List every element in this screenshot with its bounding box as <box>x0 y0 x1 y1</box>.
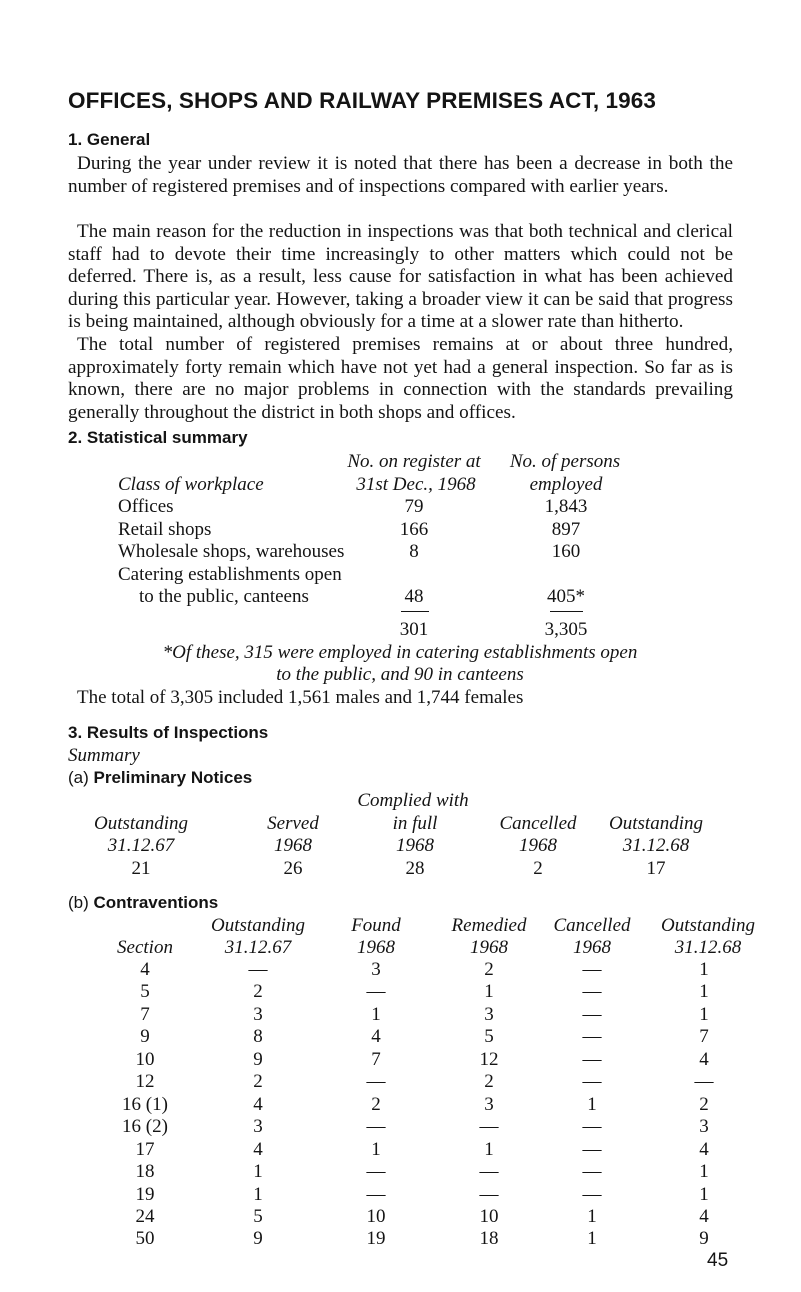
label-prefix: (a) <box>68 768 89 787</box>
page-number: 45 <box>707 1250 729 1271</box>
label-text: Preliminary Notices <box>93 768 253 787</box>
table-cell: 1 <box>699 1184 709 1205</box>
row-label: Wholesale shops, warehouses <box>118 541 345 562</box>
section-cell: 5 <box>140 981 150 1002</box>
col-header-line1: Remedied <box>451 915 527 936</box>
table-cell: — <box>366 1184 386 1205</box>
table-cell: — <box>366 1116 386 1137</box>
table-cell: 1 <box>484 981 494 1002</box>
row-register: 48 <box>404 586 424 607</box>
table-cell: 4 <box>699 1049 709 1070</box>
table-cell: 3 <box>253 1116 263 1137</box>
col-header-line2: 1968 <box>573 937 611 958</box>
section-cell: 4 <box>140 959 150 980</box>
section-cell: 17 <box>135 1139 155 1160</box>
table-cell: — <box>582 1071 602 1092</box>
row-persons: 160 <box>551 541 581 562</box>
col-header-line1: Cancelled <box>553 915 631 936</box>
row-register: 166 <box>399 519 429 540</box>
col-header-line2: 31.12.68 <box>622 835 690 856</box>
table-cell: 1 <box>699 981 709 1002</box>
col-header-line2: 1968 <box>357 937 395 958</box>
table-cell: 2 <box>699 1094 709 1115</box>
table-cell: — <box>248 959 268 980</box>
table-cell: 1 <box>587 1094 597 1115</box>
row-label: to the public, canteens <box>139 586 309 607</box>
table-cell: — <box>582 981 602 1002</box>
table-cell: — <box>582 1049 602 1070</box>
col-header-line1: Outstanding <box>94 813 188 834</box>
table-cell: 2 <box>253 981 263 1002</box>
table-cell: 9 <box>699 1228 709 1249</box>
table-cell: 10 <box>366 1206 386 1227</box>
table-cell: — <box>582 1116 602 1137</box>
col-header-line2: 1968 <box>519 835 557 856</box>
register-header-line1: No. on register at <box>347 451 481 472</box>
col-header-line2: 1968 <box>396 835 434 856</box>
table-cell: 12 <box>479 1049 499 1070</box>
table-cell: 1 <box>371 1004 381 1025</box>
col-header-line1: in full <box>392 813 438 834</box>
row-persons: 405* <box>547 586 585 607</box>
table-cell: 1 <box>587 1228 597 1249</box>
table-cell: 4 <box>253 1094 263 1115</box>
footnote-line1: *Of these, 315 were employed in catering establishments open <box>162 642 638 663</box>
value-cell: 26 <box>283 858 303 879</box>
total-register: 301 <box>399 619 429 640</box>
row-label: Offices <box>118 496 174 517</box>
table-cell: 5 <box>484 1026 494 1047</box>
table-cell: — <box>582 1139 602 1160</box>
table-cell: — <box>479 1161 499 1182</box>
section-cell: 50 <box>135 1228 155 1249</box>
table-cell: 1 <box>699 1004 709 1025</box>
value-cell: 17 <box>646 858 666 879</box>
table-cell: 2 <box>484 959 494 980</box>
col-header-line2: 1968 <box>274 835 312 856</box>
summary-subheading: Summary <box>68 745 140 766</box>
col-header-line1: Cancelled <box>499 813 577 834</box>
section-cell: 7 <box>140 1004 150 1025</box>
table-cell: — <box>366 1071 386 1092</box>
row-register: 8 <box>409 541 419 562</box>
table-cell: 4 <box>371 1026 381 1047</box>
table-cell: 9 <box>253 1228 263 1249</box>
col-header-line1: Outstanding <box>211 915 305 936</box>
row-label: Catering establishments open <box>118 564 342 585</box>
table-cell: — <box>582 1184 602 1205</box>
persons-header-line2: employed <box>529 474 603 495</box>
table-cell: 1 <box>699 1161 709 1182</box>
table-cell: 4 <box>699 1139 709 1160</box>
table-cell: 18 <box>479 1228 499 1249</box>
table-cell: 7 <box>371 1049 381 1070</box>
paragraph-2: The main reason for the reduction in inspections was that both technical and clerical staff had to devote their time increasingly to other matters which could not be deferred. There is, as a result, less cause for satisfaction in what has been achieved during this particular year. However, taking a broader view it can be said that progress is being maintained, although obviously for a time at a slower rate than hitherto. <box>68 221 733 332</box>
table-cell: — <box>366 981 386 1002</box>
value-cell: 21 <box>131 858 151 879</box>
complied-top-header: Complied with <box>357 790 469 811</box>
table-cell: 3 <box>699 1116 709 1137</box>
persons-header-line1: No. of persons <box>509 451 621 472</box>
table-cell: 1 <box>253 1161 263 1182</box>
col-header-line2: 31.12.67 <box>107 835 175 856</box>
table-cell: 4 <box>699 1206 709 1227</box>
table-cell: — <box>582 1161 602 1182</box>
contraventions-heading <box>68 893 218 913</box>
class-header: Class of workplace <box>118 474 264 495</box>
table-cell: — <box>479 1184 499 1205</box>
preliminary-notices-heading <box>68 768 252 788</box>
totals-note: The total of 3,305 included 1,561 males and 1,744 females <box>77 687 524 708</box>
table-cell: 1 <box>371 1139 381 1160</box>
table-cell: 1 <box>587 1206 597 1227</box>
col-header-line2: 31.12.68 <box>674 937 742 958</box>
section-cell: 16 (1) <box>122 1094 168 1115</box>
value-cell: 2 <box>533 858 543 879</box>
label-text: Contraventions <box>93 893 219 912</box>
total-rule-register <box>401 611 429 612</box>
table-cell: 3 <box>371 959 381 980</box>
table-cell: 4 <box>253 1139 263 1160</box>
col-header-line2: Section <box>117 937 173 958</box>
table-cell: — <box>366 1161 386 1182</box>
total-rule-persons <box>550 611 583 612</box>
section-cell: 19 <box>135 1184 155 1205</box>
footnote-line2: to the public, and 90 in canteens <box>276 664 524 685</box>
total-persons: 3,305 <box>544 619 588 640</box>
table-cell: — <box>582 1026 602 1047</box>
table-cell: 3 <box>253 1004 263 1025</box>
row-persons: 1,843 <box>544 496 588 517</box>
table-cell: — <box>582 1004 602 1025</box>
section-3-heading: 3. Results of Inspections <box>68 723 269 742</box>
table-cell: 2 <box>484 1071 494 1092</box>
row-persons: 897 <box>551 519 581 540</box>
register-header-line2: 31st Dec., 1968 <box>356 474 476 495</box>
section-1-heading: 1. General <box>68 130 151 149</box>
table-cell: 19 <box>366 1228 386 1249</box>
col-header-line2: 1968 <box>470 937 508 958</box>
table-cell: 9 <box>253 1049 263 1070</box>
col-header-line1: Served <box>267 813 319 834</box>
page-title: OFFICES, SHOPS AND RAILWAY PREMISES ACT, 1963 <box>68 88 656 113</box>
row-label: Retail shops <box>118 519 212 540</box>
table-cell: 3 <box>484 1094 494 1115</box>
table-cell: 5 <box>253 1206 263 1227</box>
table-cell: 2 <box>253 1071 263 1092</box>
row-register: 79 <box>404 496 424 517</box>
table-cell: 1 <box>253 1184 263 1205</box>
table-cell: 7 <box>699 1026 709 1047</box>
col-header-line1: Found <box>351 915 401 936</box>
table-cell: 3 <box>484 1004 494 1025</box>
table-cell: 1 <box>699 959 709 980</box>
section-cell: 16 (2) <box>122 1116 168 1137</box>
section-cell: 12 <box>135 1071 155 1092</box>
col-header-line1: Outstanding <box>661 915 755 936</box>
col-header-line2: 31.12.67 <box>224 937 292 958</box>
col-header-line1: Outstanding <box>609 813 703 834</box>
table-cell: 2 <box>371 1094 381 1115</box>
section-cell: 9 <box>140 1026 150 1047</box>
table-cell: — <box>479 1116 499 1137</box>
section-cell: 18 <box>135 1161 155 1182</box>
table-cell: — <box>582 959 602 980</box>
section-cell: 24 <box>135 1206 155 1227</box>
paragraph-3: The total number of registered premises remains at or about three hundred, approximately forty remain which have not yet had a general inspection. So far as is known, there are no major problems in connection with the standards prevailing generally throughout the district in both shops and offices. <box>68 334 733 423</box>
paragraph-1: During the year under review it is noted that there has been a decrease in both the number of registered premises and of inspections compared with earlier years. <box>68 153 733 197</box>
label-prefix: (b) <box>68 893 89 912</box>
section-2-heading: 2. Statistical summary <box>68 428 248 447</box>
table-cell: 1 <box>484 1139 494 1160</box>
section-cell: 10 <box>135 1049 155 1070</box>
table-cell: — <box>694 1071 714 1092</box>
table-cell: 10 <box>479 1206 499 1227</box>
table-cell: 8 <box>253 1026 263 1047</box>
value-cell: 28 <box>405 858 425 879</box>
